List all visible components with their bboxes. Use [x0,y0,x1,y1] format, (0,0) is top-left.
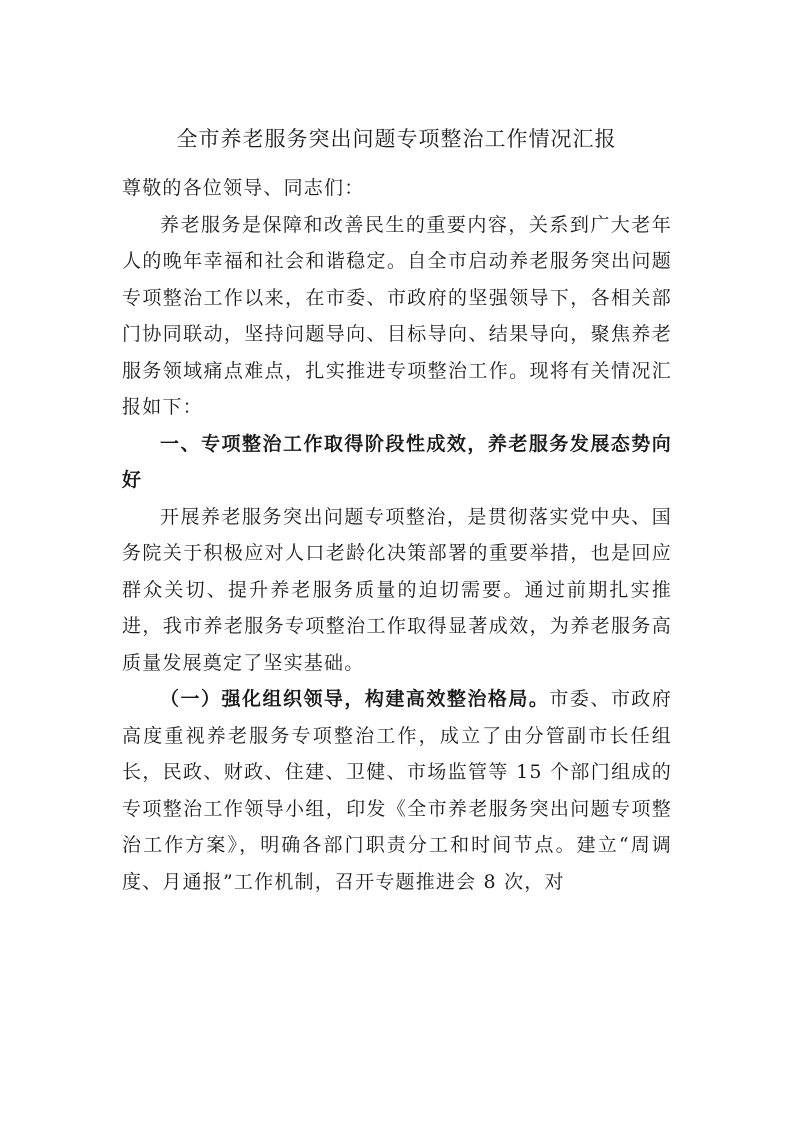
subsection-1-text: 市委、市政府高度重视养老服务专项整治工作，成立了由分管副市长任组长，民政、财政、住建、卫健、市场监管等 15 个部门组成的专项整治工作领导小组，印发《全市养老服务突出问题专项整治工作方案》，明确各部门职责分工和时间节点。建立“周调度、月通报”工作机制，召开专题推进会 8 次，对 [122,688,672,893]
section-1-heading: 一、专项整治工作取得阶段性成效，养老服务发展态势向好 [122,432,672,491]
subsection-1-heading: （一）强化组织领导，构建高效整治格局。 [160,688,550,710]
intro-paragraph: 养老服务是保障和改善民生的重要内容，关系到广大老年人的晚年幸福和社会和谐稳定。自全市启动养老服务突出问题专项整治工作以来，在市委、市政府的坚强领导下，各相关部门协同联动，坚持问题导向、目标导向、结果导向，聚焦养老服务领域痛点难点，扎实推进专项整治工作。现将有关情况汇报如下： [122,213,672,418]
section-1-paragraph: 开展养老服务突出问题专项整治，是贯彻落实党中央、国务院关于积极应对人口老龄化决策部署的重要举措，也是回应群众关切、提升养老服务质量的迫切需要。通过前期扎实推进，我市养老服务专项整治工作取得显著成效，为养老服务高质量发展奠定了坚实基础。 [122,505,672,674]
document-title: 全市养老服务突出问题专项整治工作情况汇报 [176,127,617,151]
salutation: 尊敬的各位领导、同志们： [122,177,365,199]
subsection-1-paragraph [122,681,672,900]
document-body [122,170,672,900]
